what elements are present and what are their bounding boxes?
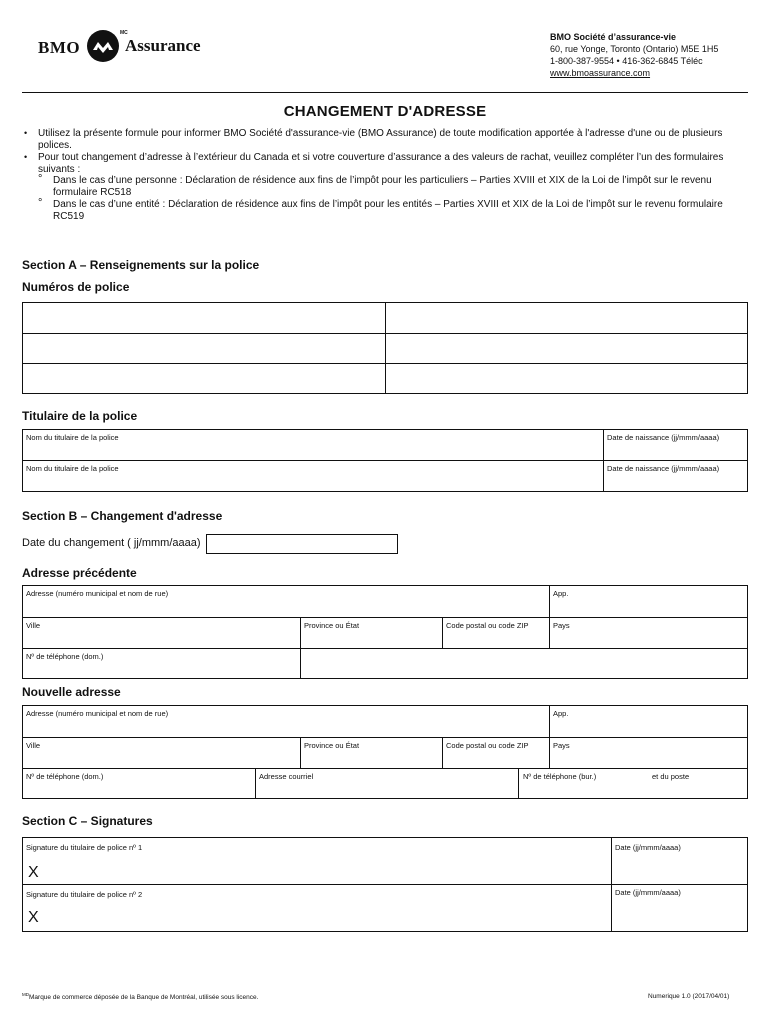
home-phone-label: Nº de téléphone (dom.) [26, 772, 104, 781]
trademark-note: Marque de commerce déposée de la Banque de Montréal, utilisée sous licence. [29, 994, 259, 1002]
prev-apt-field[interactable] [550, 586, 747, 617]
instructions [22, 128, 748, 222]
signature-field-2[interactable] [23, 885, 611, 931]
signature-x-mark: X [28, 864, 39, 881]
instruction-sub-bullet-2: ° Dans le cas d’une entité : Déclaration de résidence aux fins de l’impôt pour les entités – Parties XVIII et XIX de la Loi de l’impôt sur le revenu formulaire RC519 [22, 199, 748, 222]
section-b-heading: Section B – Changement d'adresse [22, 509, 223, 523]
bmo-assurance-logo [38, 30, 218, 66]
trademark-symbol: MD [22, 992, 29, 997]
signature-x-mark: X [28, 909, 39, 926]
signature-date-label: Date (jj/mmm/aaaa) [615, 843, 681, 852]
signature-2-label: Signature du titulaire de police nº 2 [26, 890, 143, 899]
trademark-footnote [22, 992, 258, 1001]
policy-number-field-4[interactable] [386, 334, 747, 363]
new-home-phone-field[interactable] [23, 769, 255, 798]
logo-text-bmo: BMO [38, 38, 81, 57]
postal-label: Code postal ou code ZIP [446, 741, 529, 750]
apt-label: App. [553, 589, 569, 598]
city-label: Ville [26, 741, 41, 750]
new-city-field[interactable] [23, 738, 300, 768]
new-postal-field[interactable] [443, 738, 549, 768]
work-phone-label: Nº de téléphone (bur.) [523, 772, 597, 781]
section-c-heading: Section C – Signatures [22, 814, 153, 828]
previous-address-grid [22, 585, 748, 679]
postal-label: Code postal ou code ZIP [446, 621, 529, 630]
date-change-field[interactable] [206, 534, 398, 554]
header-divider [22, 92, 748, 93]
bmo-roundel-icon [87, 30, 119, 62]
holder-dob-field-2[interactable] [604, 461, 747, 491]
policy-number-field-1[interactable] [23, 303, 385, 333]
new-province-field[interactable] [301, 738, 442, 768]
signatures-grid [22, 837, 748, 932]
street-label: Adresse (numéro municipal et nom de rue) [26, 589, 169, 598]
province-label: Province ou État [304, 621, 360, 630]
prev-country-field[interactable] [550, 618, 747, 648]
extension-label: et du poste [652, 772, 690, 781]
policy-number-field-5[interactable] [23, 364, 385, 393]
instruction-bullet-1: • Utilisez la présente formule pour informer BMO Société d'assurance-vie (BMO Assurance) de toute modification apportée à l'adresse d'une ou de plusieurs polices. [22, 128, 748, 151]
signature-field-1[interactable] [23, 838, 611, 884]
prev-home-phone-field[interactable] [23, 649, 300, 678]
policy-holder-heading: Titulaire de la police [22, 409, 138, 423]
country-label: Pays [553, 741, 570, 750]
holder-dob-field-1[interactable] [604, 430, 747, 460]
holder-name-field-1[interactable] [23, 430, 603, 460]
prev-postal-field[interactable] [443, 618, 549, 648]
prev-province-field[interactable] [301, 618, 442, 648]
instruction-bullet-2: • Pour tout changement d’adresse à l’extérieur du Canada et si votre couverture d’assurance a des valeurs de rachat, veuillez compléter l’un des formulaires suivants : [22, 152, 748, 175]
company-phones: 1-800-387-9554 • 416-362-6845 Téléc [550, 56, 703, 66]
new-address-grid [22, 705, 748, 799]
city-label: Ville [26, 621, 41, 630]
policy-holder-grid [22, 429, 748, 492]
date-change-label: Date du changement ( jj/mmm/aaaa) [22, 537, 201, 549]
form-version: Numerique 1.0 (2017/04/01) [648, 993, 730, 1000]
new-country-field[interactable] [550, 738, 747, 768]
signature-date-field-2[interactable] [612, 885, 747, 931]
previous-address-heading: Adresse précédente [22, 566, 137, 580]
dob-label: Date de naissance (jj/mmm/aaaa) [607, 464, 720, 473]
section-a-heading: Section A – Renseignements sur la police [22, 258, 260, 272]
policy-numbers-heading: Numéros de police [22, 280, 130, 294]
company-address: 60, rue Yonge, Toronto (Ontario) M5E 1H5 [550, 44, 719, 54]
logo-trademark: MC [120, 30, 128, 36]
policy-number-field-6[interactable] [386, 364, 747, 393]
email-label: Adresse courriel [259, 772, 314, 781]
holder-name-field-2[interactable] [23, 461, 603, 491]
holder-name-label: Nom du titulaire de la police [26, 433, 119, 442]
country-label: Pays [553, 621, 570, 630]
province-label: Province ou État [304, 741, 360, 750]
policy-numbers-grid [22, 302, 748, 394]
instruction-sub-bullet-1: ° Dans le cas d’une personne : Déclaration de résidence aux fins de l’impôt pour les particuliers – Parties XVIII et XIX de la Loi de l’impôt sur le revenu formulaire RC518 [22, 175, 748, 198]
signature-1-label: Signature du titulaire de police nº 1 [26, 843, 143, 852]
logo-text-assurance: Assurance [125, 36, 201, 55]
apt-label: App. [553, 709, 569, 718]
prev-phone-extra-field[interactable] [301, 649, 747, 678]
signature-date-label: Date (jj/mmm/aaaa) [615, 888, 681, 897]
new-street-field[interactable] [23, 706, 549, 737]
company-website-link[interactable]: www.bmoassurance.com [550, 68, 651, 78]
dob-label: Date de naissance (jj/mmm/aaaa) [607, 433, 720, 442]
home-phone-label: Nº de téléphone (dom.) [26, 652, 104, 661]
signature-date-field-1[interactable] [612, 838, 747, 884]
new-work-phone-field[interactable] [519, 769, 747, 798]
company-name: BMO Société d’assurance-vie [550, 32, 677, 42]
holder-name-label: Nom du titulaire de la police [26, 464, 119, 473]
new-email-field[interactable] [256, 769, 518, 798]
company-block [550, 31, 718, 79]
policy-number-field-2[interactable] [386, 303, 747, 333]
prev-city-field[interactable] [23, 618, 300, 648]
prev-street-field[interactable] [23, 586, 549, 617]
new-apt-field[interactable] [550, 706, 747, 737]
form-title: CHANGEMENT D'ADRESSE [283, 103, 487, 120]
new-address-heading: Nouvelle adresse [22, 685, 121, 699]
street-label: Adresse (numéro municipal et nom de rue) [26, 709, 169, 718]
policy-number-field-3[interactable] [23, 334, 385, 363]
